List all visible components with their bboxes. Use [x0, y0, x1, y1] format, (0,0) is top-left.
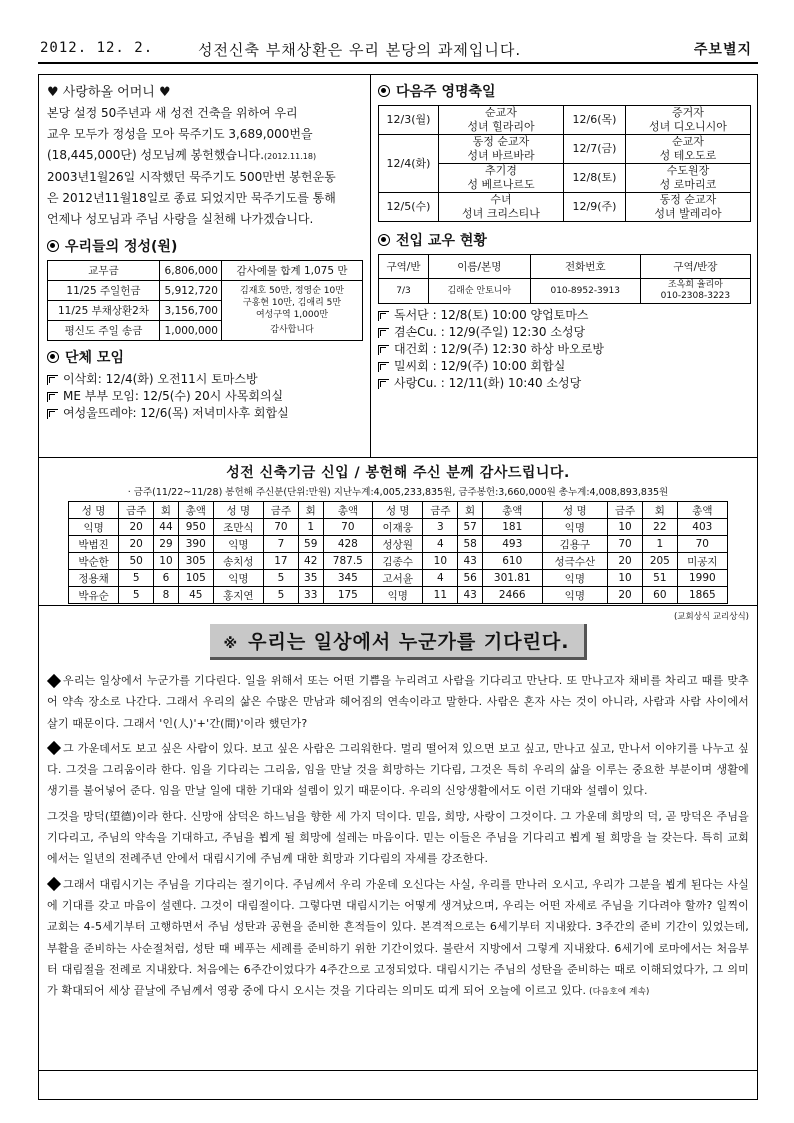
article-section: [38, 606, 758, 1100]
feast-date: 12/7(금): [564, 135, 626, 164]
fund-cell: 35: [298, 570, 323, 587]
diamond-bullet-icon: [47, 877, 61, 891]
fund-cell: 205: [643, 553, 678, 570]
love-line: 2003년1월26일 시작했던 묵주기도 500만번 봉헌운동: [47, 170, 336, 184]
list-item: [47, 405, 362, 422]
list-item: [47, 371, 362, 388]
bulletin-page: [38, 34, 758, 64]
article-paragraph: [47, 738, 749, 802]
list-item-text: 대건회 : 12/9(주) 12:30 하상 바오로방: [394, 342, 604, 356]
column-header: 총액: [677, 502, 727, 519]
offering-value: 3,156,700: [160, 301, 222, 321]
pointer-icon: [47, 409, 58, 419]
fund-cell: 5: [263, 587, 298, 604]
fund-title: 성전 신축기금 신입 / 봉헌해 주신 분께 감사드립니다.: [226, 465, 570, 481]
column-header: 금주: [423, 502, 458, 519]
list-item-text: 밀씨회 : 12/9(주) 10:00 회합실: [394, 359, 566, 373]
saint-name: 동정 순교자 성녀 바르바라: [439, 135, 564, 164]
fund-cell: 1865: [677, 587, 727, 604]
transfer-title-text: 전입 교우 현황: [396, 233, 487, 249]
transfer-cell: 010-8952-3913: [530, 279, 640, 304]
fund-cell: 70: [608, 536, 643, 553]
issue-date: 2012. 12. 2.: [40, 40, 154, 56]
fund-cell: 50: [119, 553, 154, 570]
offering-label: 평신도 주일 송금: [48, 321, 160, 341]
table-row: [69, 536, 728, 553]
list-item: [378, 358, 751, 375]
offering-title: [47, 236, 362, 256]
saint-name: 수녀 성녀 크리스티나: [439, 193, 564, 222]
article-paragraph: [47, 806, 749, 870]
pointer-icon: [378, 362, 389, 372]
fund-cell: 43: [458, 587, 483, 604]
offering-label: 교무금: [48, 261, 160, 281]
fund-cell: 610: [482, 553, 542, 570]
transfer-title: [378, 230, 751, 250]
table-row: [379, 135, 751, 164]
table-row: [379, 193, 751, 222]
article-paragraph: [47, 874, 749, 1004]
fund-cell: 박순한: [69, 553, 119, 570]
saint-name: 순교자 성 테오도로: [626, 135, 751, 164]
list-item-text: 여성울뜨레야: 12/6(목) 저녁미사후 회합실: [63, 406, 289, 420]
fund-cell: 57: [458, 519, 483, 536]
fund-cell: 10: [423, 553, 458, 570]
fund-cell: 70: [323, 519, 373, 536]
saints-table: [378, 105, 751, 222]
table-header-row: [379, 255, 751, 279]
love-line: 언제나 성모님과 주님 사랑을 실천해 나가겠습니다.: [47, 212, 314, 226]
table-row: [48, 281, 363, 301]
fund-cell: 17: [263, 553, 298, 570]
events-list: [378, 307, 751, 392]
fund-cell: 22: [643, 519, 678, 536]
fund-cell: 익명: [542, 519, 607, 536]
fund-cell: 42: [298, 553, 323, 570]
fund-cell: 1: [643, 536, 678, 553]
fund-cell: 390: [178, 536, 213, 553]
footer-rule: [38, 1070, 758, 1071]
table-row: [48, 261, 363, 281]
circle-bullet-icon: [47, 240, 59, 252]
fund-cell: 305: [178, 553, 213, 570]
love-line-text: (18,445,000단) 성모님께 봉헌했습니다.: [47, 148, 265, 162]
fund-cell: 익명: [542, 587, 607, 604]
fund-cell: 익명: [542, 570, 607, 587]
fund-cell: 5: [263, 570, 298, 587]
list-item: [378, 375, 751, 392]
fund-cell: 박유순: [69, 587, 119, 604]
fund-cell: 60: [643, 587, 678, 604]
column-header: 총액: [482, 502, 542, 519]
fund-cell: 59: [298, 536, 323, 553]
fund-cell: 4: [423, 536, 458, 553]
fund-section: [38, 458, 758, 606]
fund-cell: 1: [298, 519, 323, 536]
thanks-text: 감사합니다: [270, 325, 314, 335]
fund-cell: 70: [677, 536, 727, 553]
feast-date: 12/6(목): [564, 106, 626, 135]
fund-cell: 10: [608, 570, 643, 587]
fund-cell: 성상원: [373, 536, 423, 553]
column-header: 성 명: [373, 502, 423, 519]
feast-date: 12/5(수): [379, 193, 439, 222]
fund-cell: 33: [298, 587, 323, 604]
list-item-text: 겸손Cu. : 12/9(주일) 12:30 소성당: [394, 325, 586, 339]
diamond-bullet-icon: [47, 673, 61, 687]
offering-value: 5,912,720: [160, 281, 222, 301]
fund-cell: 7: [263, 536, 298, 553]
fund-cell: 1990: [677, 570, 727, 587]
fund-cell: 45: [178, 587, 213, 604]
fund-cell: 10: [608, 519, 643, 536]
fund-cell: 8: [154, 587, 179, 604]
paragraph-text: 그것을 망덕(望德)이라 한다. 신망애 삼덕은 하느님을 향한 세 가지 덕이다. 믿음, 희망, 사랑이 그것이다. 그 가운데 희망의 덕, 곧 망덕은 주님을 기다리고, 주님의 약속을 기대하고, 주님을 뵙게 될 희망에 설레는 마음이다. 믿는 이들은 주님을 기다리고 뵙게 될 희망을 늘 갖는다. 특히 교회에서는 일년의 전례주년 안에서 대림시기에 주님께 대한 희망과 기다림의 자세를 강조한다.: [47, 809, 749, 866]
column-header: 금주: [263, 502, 298, 519]
donor-line: 김재호 50만, 정영순 10만: [240, 286, 344, 296]
table-row: [379, 106, 751, 135]
fund-cell: 성극수산: [542, 553, 607, 570]
list-item-text: 독서단 : 12/8(토) 10:00 양업토마스: [394, 308, 589, 322]
fund-cell: 11: [423, 587, 458, 604]
article-title-text: 우리는 일상에서 누군가를 기다린다.: [248, 631, 570, 653]
fund-cell: 5: [119, 570, 154, 587]
donor-line: 여성구역 1,000만: [255, 310, 329, 320]
love-body: [47, 103, 362, 230]
pointer-icon: [378, 328, 389, 338]
fund-cell: 29: [154, 536, 179, 553]
pointer-icon: [378, 379, 389, 389]
donor-line: 구홍현 10만, 김애리 5만: [242, 298, 342, 308]
fund-cell: 이재웅: [373, 519, 423, 536]
fund-cell: 4: [423, 570, 458, 587]
feast-date: 12/9(주): [564, 193, 626, 222]
love-line: 은 2012년11월18일로 종료 되었지만 묵주기도를 통해: [47, 191, 336, 205]
fund-table: [68, 501, 728, 604]
header-slogan: 성전신축 부채상환은 우리 본당의 과제입니다.: [198, 41, 522, 59]
column-header: 구역/반: [379, 255, 429, 279]
header-title: 주보별지: [693, 42, 752, 58]
love-date-note: (2012.11.18): [264, 152, 317, 161]
offering-title-text: 우리들의 정성(원): [65, 239, 178, 255]
feast-date: 12/4(화): [379, 135, 439, 193]
column-header: 금주: [119, 502, 154, 519]
fund-cell: 403: [677, 519, 727, 536]
fund-cell: 익명: [373, 587, 423, 604]
fund-cell: 3: [423, 519, 458, 536]
table-row: [69, 570, 728, 587]
fund-cell: 5: [119, 587, 154, 604]
fund-cell: 493: [482, 536, 542, 553]
fund-cell: 20: [119, 519, 154, 536]
table-header-row: [69, 502, 728, 519]
fund-cell: 박범진: [69, 536, 119, 553]
column-header: 회: [154, 502, 179, 519]
offering-label: 11/25 부채상환2차: [48, 301, 160, 321]
column-header: 총액: [323, 502, 373, 519]
column-header: 총액: [178, 502, 213, 519]
reference-mark-icon: ※: [223, 636, 239, 652]
list-item: [378, 307, 751, 324]
circle-bullet-icon: [47, 351, 59, 363]
fund-cell: 정용채: [69, 570, 119, 587]
saint-name: 수도원장 성 로마리코: [626, 164, 751, 193]
love-line: 교우 모두가 정성을 모아 묵주기도 3,689,000번을: [47, 127, 313, 141]
offering-note-head: 감사예물 합계 1,075 만: [222, 261, 363, 281]
column-header: 구역/반장: [640, 255, 750, 279]
fund-cell: 고서윤: [373, 570, 423, 587]
article-body: [47, 670, 749, 1003]
pointer-icon: [47, 392, 58, 402]
header: [38, 34, 758, 64]
fund-cell: 175: [323, 587, 373, 604]
table-row: [69, 587, 728, 604]
groups-list: [47, 371, 362, 422]
column-header: 회: [298, 502, 323, 519]
fund-cell: 익명: [69, 519, 119, 536]
column-header: 전화번호: [530, 255, 640, 279]
paragraph-text: 우리는 일상에서 누군가를 기다린다. 일을 위해서 또는 어떤 기쁨을 누리려고 사람을 기다리고 만난다. 또 만나고자 채비를 차리고 때를 맞추어 약속 장소로 나간다. 그래서 우리의 삶은 수많은 만남과 헤어짐의 연속이라고 말한다. 사람은 혼자 사는 것이 아니라, 사람과 사람 사이에서 살기 때문이다. 그래서 '인(人)'+'간(間)'이라 했던가?: [47, 674, 749, 730]
fund-cell: 2466: [482, 587, 542, 604]
saint-name: 추기경 성 베르나르도: [439, 164, 564, 193]
pointer-icon: [378, 345, 389, 355]
fund-cell: 미공지: [677, 553, 727, 570]
table-row: [69, 553, 728, 570]
fund-cell: 김종수: [373, 553, 423, 570]
column-header: 성 명: [213, 502, 263, 519]
fund-cell: 43: [458, 553, 483, 570]
love-line: 본당 설정 50주년과 새 성전 건축을 위하여 우리: [47, 106, 298, 120]
offering-table: [47, 260, 363, 341]
love-line: [47, 145, 362, 167]
fund-cell: 428: [323, 536, 373, 553]
fund-subtitle: · 금주(11/22~11/28) 봉헌해 주신분(단위:만원) 지난누계:4,005,233,835원, 금주봉헌:3,660,000원 총누계:4,008,893,835원: [127, 487, 669, 498]
fund-cell: 10: [154, 553, 179, 570]
offering-note-body: [222, 281, 363, 341]
transfer-cell: 조옥희 율리아 010-2308-3223: [640, 279, 750, 304]
saint-name: 순교자 성녀 힐라리아: [439, 106, 564, 135]
fund-cell: 58: [458, 536, 483, 553]
feast-date: 12/3(월): [379, 106, 439, 135]
continued-note: (다음호에 계속): [586, 987, 650, 998]
table-row: [379, 279, 751, 304]
pointer-icon: [378, 311, 389, 321]
circle-bullet-icon: [378, 85, 390, 97]
fund-cell: 6: [154, 570, 179, 587]
list-item: [378, 341, 751, 358]
column-header: 이름/본명: [429, 255, 531, 279]
article-paragraph: [47, 670, 749, 734]
table-row: [69, 519, 728, 536]
fund-cell: 787.5: [323, 553, 373, 570]
paragraph-text: 그 가운데서도 보고 싶은 사람이 있다. 보고 싶은 사람은 그리워한다. 멀리 떨어져 있으면 보고 싶고, 만나고 싶고, 만나서 이야기를 나누고 싶다. 그것을 그리움이라 한다. 임을 기다리는 그리움, 임을 만날 것을 희망하는 기다림, 그것은 특히 우리의 삶을 이루는 중요한 부분이며 생활에 생기를 불어넣어 준다. 임을 만날 일에 대한 기대와 설렘이 있기 때문이다. 우리의 신앙생활에서도 이런 기대와 설렘이 있다.: [47, 741, 749, 798]
feast-date: 12/8(토): [564, 164, 626, 193]
pointer-icon: [47, 375, 58, 385]
love-title: ♥ 사랑하올 어머니 ♥: [47, 85, 171, 100]
transfer-table: [378, 254, 751, 304]
fund-cell: 송치성: [213, 553, 263, 570]
list-item-text: 이삭회: 12/4(화) 오전11시 토마스방: [63, 372, 258, 386]
saint-name: 동정 순교자 성녀 발레리아: [626, 193, 751, 222]
fund-cell: 70: [263, 519, 298, 536]
fund-cell: 20: [608, 553, 643, 570]
fund-cell: 105: [178, 570, 213, 587]
column-header: 금주: [608, 502, 643, 519]
fund-cell: 익명: [213, 536, 263, 553]
column-header: 성 명: [69, 502, 119, 519]
fund-cell: 345: [323, 570, 373, 587]
fund-cell: 익명: [213, 570, 263, 587]
transfer-cell: 7/3: [379, 279, 429, 304]
groups-title: [47, 347, 362, 367]
right-column: [372, 75, 757, 457]
column-header: 성 명: [542, 502, 607, 519]
groups-title-text: 단체 모임: [65, 350, 124, 366]
saints-title-text: 다음주 영명축일: [396, 84, 496, 100]
offering-value: 1,000,000: [160, 321, 222, 341]
top-section: [38, 74, 758, 458]
list-item: [47, 388, 362, 405]
column-header: 회: [643, 502, 678, 519]
fund-cell: 44: [154, 519, 179, 536]
saints-title: [378, 81, 751, 101]
fund-cell: 조만식: [213, 519, 263, 536]
fund-cell: 51: [643, 570, 678, 587]
diamond-bullet-icon: [47, 741, 61, 755]
fund-cell: 20: [608, 587, 643, 604]
list-item: [378, 324, 751, 341]
fund-cell: 181: [482, 519, 542, 536]
paragraph-text: 그래서 대림시기는 주님을 기다리는 절기이다. 주님께서 우리 가운데 오신다는 사실, 우리를 만나러 오시고, 우리가 그분을 뵙게 된다는 사실에 기대를 갖고 마음이 설렌다. 그것이 대림절이다. 그렇다면 대림시기는 어떻게 생겨났으며, 우리는 어떤 자세로 주님을 기다려야 할까? 일찍이 교회는 4-5세기부터 고행하면서 주님 성탄과 공현을 준비한 흔적들이 있다. 본격적으로는 6세기부터 지내왔다. 3주간의 준비 기간이 있었는데, 부활을 준비하는 사순절처럼, 성탄 때 베푸는 세례를 준비하기 위한 기간이었다. 불란서 지방에서 그렇게 지내왔다. 6세기에 로마에서는 처음부터 대림절을 전례로 지내왔다. 처음에는 6주간이었다가 4주간으로 고정되었다. 대림시기는 주님의 성탄을 준비하는 때로 이해되었다가, 그 의미가 확대되어 세상 끝날에 주님께서 영광 중에 다시 오시는 것을 기다리는 의미도 띠게 되어 오늘에 이르고 있다.: [47, 877, 749, 998]
saint-name: 증거자 성녀 디오니시아: [626, 106, 751, 135]
transfer-cell: 김래순 안토니아: [429, 279, 531, 304]
list-item-text: ME 부부 모임: 12/5(수) 20시 사목회의실: [63, 389, 284, 403]
fund-cell: 950: [178, 519, 213, 536]
list-item-text: 사랑Cu. : 12/11(화) 10:40 소성당: [394, 376, 582, 390]
fund-cell: 20: [119, 536, 154, 553]
fund-cell: 301.81: [482, 570, 542, 587]
offering-label: 11/25 주일헌금: [48, 281, 160, 301]
article-title: [210, 624, 587, 660]
fund-cell: 홍지연: [213, 587, 263, 604]
article-source: (교회상식 교리상식): [673, 612, 749, 622]
column-header: 회: [458, 502, 483, 519]
fund-cell: 김용구: [542, 536, 607, 553]
fund-cell: 56: [458, 570, 483, 587]
left-column: [39, 75, 371, 457]
circle-bullet-icon: [378, 234, 390, 246]
offering-value: 6,806,000: [160, 261, 222, 281]
